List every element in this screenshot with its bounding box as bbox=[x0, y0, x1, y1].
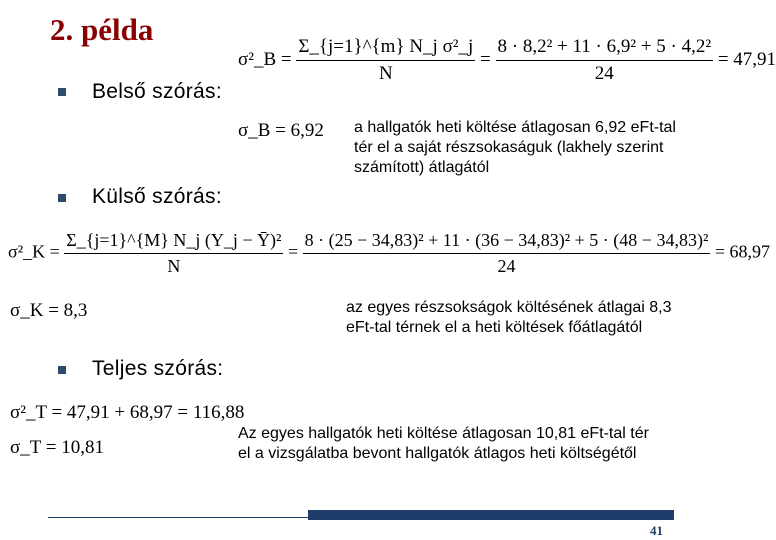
kulso-general-denominator: N bbox=[167, 256, 181, 276]
bullet-icon bbox=[58, 194, 66, 202]
kulso-general-numerator: Σ_{j=1}^{M} N_j (Y_j − Ȳ)² bbox=[64, 230, 283, 254]
belso-general-denominator: N bbox=[378, 63, 393, 84]
belso-general-numerator: Σ_{j=1}^{m} N_j σ²_j bbox=[296, 36, 475, 61]
bullet-icon bbox=[58, 366, 66, 374]
belso-variance-formula: σ²_B = $\frac{\text{Σ\_\{j=1\}\textasciicircum{}\{m\} N\_j σ²\_j}}{N}$ = $\frac{\text{8 · 8,2² + 11 · 6,9² + 5 · 4,2²}}{24}$ = 47,91 bbox=[238, 36, 776, 84]
teljes-sd: σ_T = 10,81 bbox=[10, 437, 104, 458]
kulso-variance-formula: σ²_K = $\frac{\text{Σ\_\{j=1\}\textasciicircum{}\{M\} N\_j (Y\_j − Ȳ)²}}{N}$ = $\frac{\text{8 · (25 − 34,83)² + 11 · (36 − 34,83)² + 5 · (48 − 34,83)²}}{24}$ = 68,97 bbox=[8, 230, 770, 276]
belso-numeric-denominator: 24 bbox=[594, 63, 614, 84]
teljes-note: Az egyes hallgatók heti költése átlagosan 10,81 eFt-tal tér el a vizsgálatba bevont hallgatók átlagos heti költségétől bbox=[238, 425, 649, 462]
belso-variance-symbol: σ²_B bbox=[238, 48, 277, 70]
kulso-general-fraction bbox=[64, 230, 283, 277]
footer-divider bbox=[48, 517, 308, 518]
kulso-variance-symbol: σ²_K bbox=[8, 241, 46, 262]
belso-note: a hallgatók heti költése átlagosan 6,92 eFt-tal tér el a saját részsokaságuk (lakhely szerint számított) átlagától bbox=[354, 119, 676, 176]
kulso-note: az egyes részsokságok költésének átlagai 8,3 eFt-tal térnek el a heti költések főátlagától bbox=[346, 299, 672, 336]
kulso-result: 68,97 bbox=[729, 241, 770, 262]
kulso-numeric-fraction bbox=[303, 230, 711, 277]
teljes-variance: σ²_T = 47,91 + 68,97 = 116,88 bbox=[10, 402, 245, 423]
kulso-numeric-denominator: 24 bbox=[497, 256, 516, 276]
slide-title: 2. példa bbox=[50, 12, 154, 47]
footer-bar bbox=[308, 510, 674, 520]
bullet-icon bbox=[58, 88, 66, 96]
kulso-sd: σ_K = 8,3 bbox=[10, 300, 88, 321]
belso-numeric-fraction bbox=[496, 36, 714, 85]
belso-numeric-numerator: 8 · 8,2² + 11 · 6,9² + 5 · 4,2² bbox=[496, 36, 714, 61]
belso-result: 47,91 bbox=[733, 48, 776, 70]
page-number: 41 bbox=[650, 523, 663, 538]
kulso-heading: Külső szórás: bbox=[92, 185, 222, 208]
belso-sd: σ_B = 6,92 bbox=[238, 120, 324, 141]
teljes-heading: Teljes szórás: bbox=[92, 357, 224, 380]
belso-general-fraction bbox=[296, 36, 475, 85]
kulso-numeric-numerator: 8 · (25 − 34,83)² + 11 · (36 − 34,83)² + 5 · (48 − 34,83)² bbox=[303, 230, 711, 254]
belso-heading: Belső szórás: bbox=[92, 80, 222, 103]
